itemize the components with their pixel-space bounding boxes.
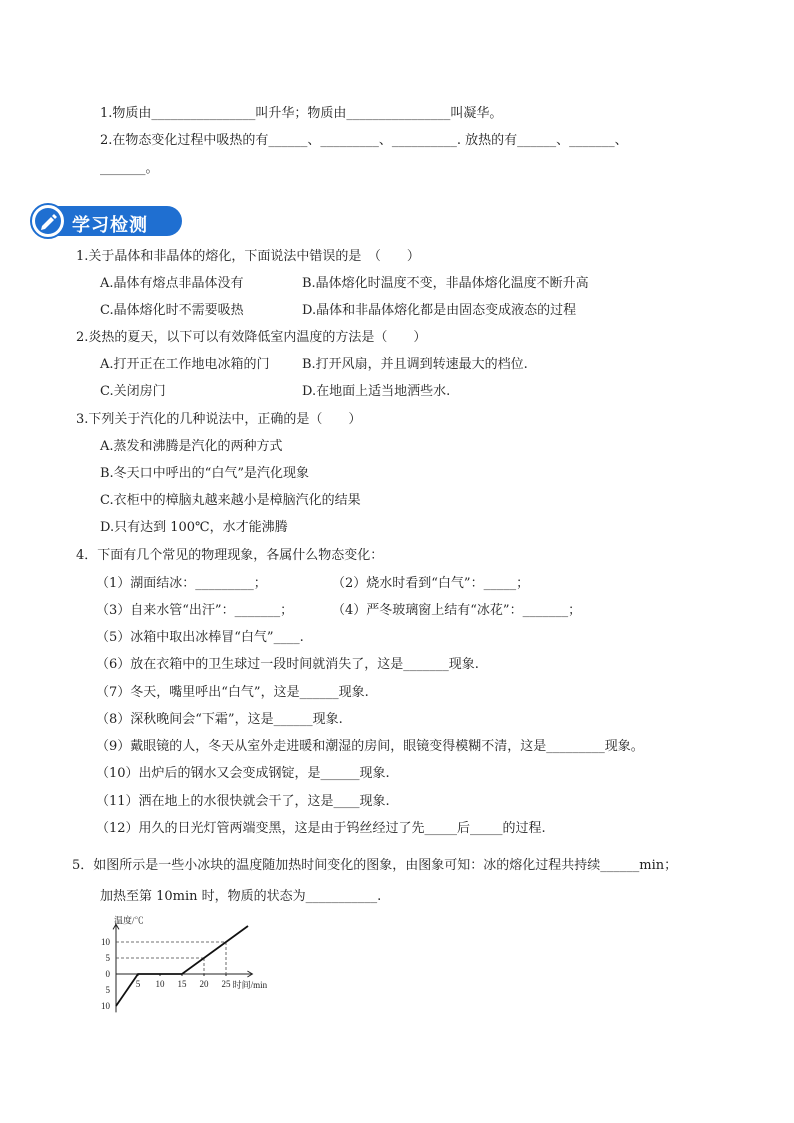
x-tick-label: 10 xyxy=(155,979,165,989)
x-tick-label: 20 xyxy=(199,979,209,989)
q1-option-b: B.晶体熔化时温度不变，非晶体熔化温度不断升高 xyxy=(302,276,589,291)
q2-option-b: B.打开风扇，并且调到转速最大的档位. xyxy=(302,357,528,372)
pencil-icon xyxy=(30,203,66,239)
q4-item-9: （9）戴眼镜的人，冬天从室外走进暖和潮湿的房间，眼镜变得模糊不清，这是_________现象。 xyxy=(96,739,644,754)
fill-in-line-3: _______。 xyxy=(100,161,159,176)
q5-line-1: 5．如图所示是一些小冰块的温度随加热时间变化的图象，由图象可知：冰的熔化过程共持续______min； xyxy=(72,858,678,873)
q1-option-c: C.晶体熔化时不需要吸热 xyxy=(100,303,244,318)
section-banner xyxy=(30,203,182,239)
q4-item-1: （1）湖面结冰：_________； xyxy=(96,576,267,591)
section-title: 学习检测 xyxy=(72,215,148,236)
x-tick-label: 5 xyxy=(135,979,141,989)
y-tick-label: 0 xyxy=(105,969,110,979)
q2-option-c: C.关闭房门 xyxy=(100,384,166,399)
q4-item-4: （4）严冬玻璃窗上结有“冰花”：_______； xyxy=(332,603,582,618)
q3-option-c: C.衣柜中的樟脑丸越来越小是樟脑汽化的结果 xyxy=(100,493,361,508)
q4-item-6: （6）放在衣箱中的卫生球过一段时间就消失了，这是_______现象. xyxy=(96,657,479,672)
temperature-line xyxy=(116,926,248,1006)
q4-item-2: （2）烧水时看到“白气”：_____； xyxy=(332,576,530,591)
q4-item-5: （5）冰箱中取出冰棒冒“白气”____. xyxy=(96,630,304,645)
q1-option-a: A.晶体有熔点非晶体没有 xyxy=(100,276,244,291)
y-axis-label: 温度/℃ xyxy=(114,915,144,926)
q4-item-10: （10）出炉后的钢水又会变成钢锭，是______现象. xyxy=(96,766,390,781)
q2-option-d: D.在地面上适当地洒些水. xyxy=(302,384,451,399)
q3-stem: 3.下列关于汽化的几种说法中，正确的是（ ） xyxy=(76,412,362,427)
x-axis-label: 时间/min xyxy=(232,980,268,990)
x-tick-label: 25 xyxy=(221,979,231,989)
q3-option-b: B.冬天口中呼出的“白气”是汽化现象 xyxy=(100,466,309,481)
q3-option-d: D.只有达到 100℃，水才能沸腾 xyxy=(100,520,288,535)
q4-stem: 4．下面有几个常见的物理现象，各属什么物态变化： xyxy=(76,548,384,563)
q1-option-d: D.晶体和非晶体熔化都是由固态变成液态的过程 xyxy=(302,303,577,318)
fill-in-line-2: 2.在物态变化过程中吸热的有______、_________、__________. 放热的有______、_______、 xyxy=(100,133,628,148)
x-tick-label: 15 xyxy=(177,979,187,989)
y-tick-label: 10 xyxy=(101,1001,110,1011)
q5-line-2: 加热至第 10min 时，物质的状态为___________. xyxy=(100,889,382,904)
q2-option-a: A.打开正在工作地电冰箱的门 xyxy=(100,357,270,372)
q4-item-7: （7）冬天，嘴里呼出“白气”，这是______现象. xyxy=(96,685,369,700)
q3-option-a: A.蒸发和沸腾是汽化的两种方式 xyxy=(100,439,283,454)
q4-item-8: （8）深秋晚间会“下霜”，这是______现象. xyxy=(96,712,343,727)
y-tick-label: 10 xyxy=(101,937,110,947)
q2-stem: 2.炎热的夏天，以下可以有效降低室内温度的方法是（ ） xyxy=(76,330,427,345)
y-tick-label: 5 xyxy=(105,953,110,963)
y-tick-label: 5 xyxy=(105,985,110,995)
q4-item-12: （12）用久的日光灯管两端变黑，这是由于钨丝经过了先_____后_____的过程. xyxy=(96,821,546,836)
q4-item-11: （11）洒在地上的水很快就会干了，这是____现象. xyxy=(96,794,390,809)
q1-stem: 1.关于晶体和非晶体的熔化，下面说法中错误的是 （ ） xyxy=(76,249,420,264)
q4-item-3: （3）自来水管“出汗”：_______； xyxy=(96,603,294,618)
fill-in-line-1: 1.物质由________________叫升华；物质由________________叫凝华。 xyxy=(100,106,503,121)
temperature-time-chart xyxy=(86,912,286,1022)
